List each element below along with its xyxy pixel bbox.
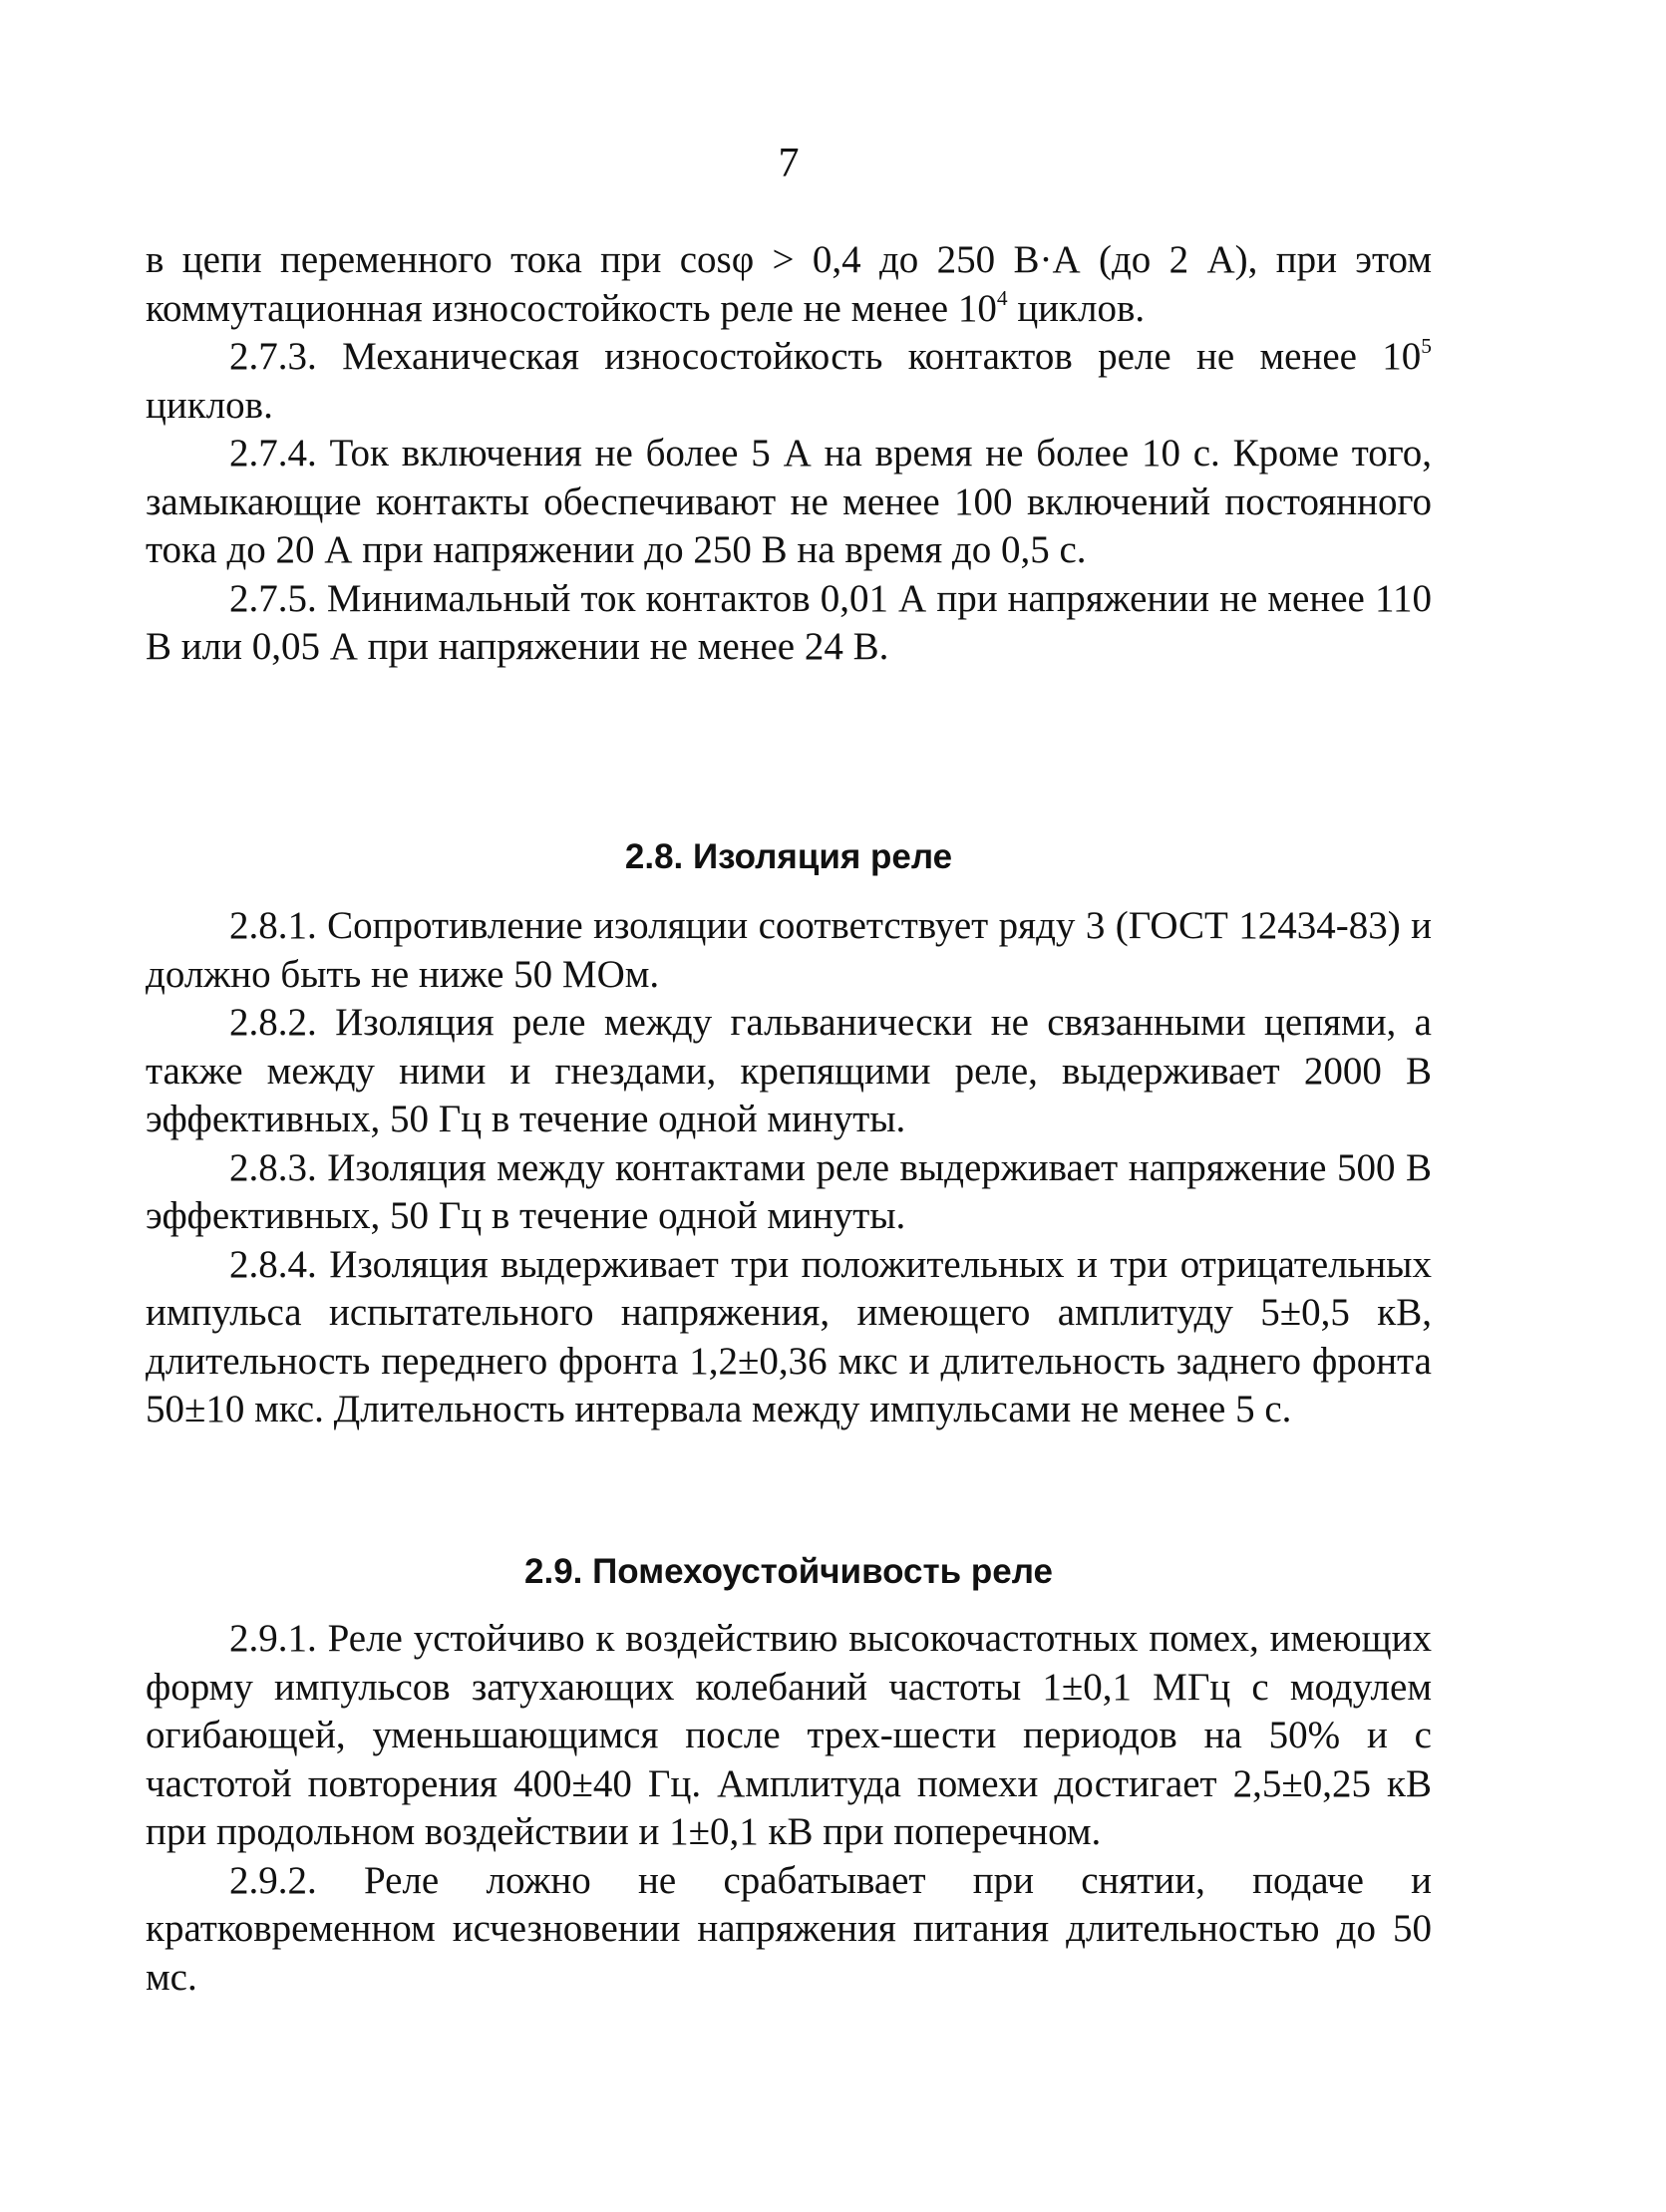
section-2-9-body [146,1615,1432,2002]
section-heading-2-9: 2.9. Помехоустойчивость реле [524,1552,1053,1591]
paragraph-continuation [146,236,1432,333]
page-number: 7 [778,141,800,186]
paragraph-2-7-3-text: 2.7.3. Механическая износостойкость контактов реле не менее 10 [229,335,1422,378]
section-2-8-body [146,902,1432,1434]
paragraph-2-8-2: 2.8.2. Изоляция реле между гальванически не связанными цепями, а также между ними и гнездами, крепящими реле, выдерживает 2000 В эффективных, 50 Гц в течение одной минуты. [146,1001,1432,1140]
paragraph-continuation-tail: циклов. [1007,286,1146,330]
paragraph-2-7-3-tail: циклов. [146,383,273,427]
section-heading-2-8: 2.8. Изоляция реле [624,837,953,876]
paragraph-continuation-text: в цепи переменного тока при cosφ > 0,4 до 250 В·А (до 2 А), при этом коммутационная износостойкость реле не менее 10 [146,238,1432,330]
paragraph-2-8-1: 2.8.1. Сопротивление изоляции соответствует ряду 3 (ГОСТ 12434-83) и должно быть не ниже 50 МОм. [146,904,1432,996]
paragraph-2-8-3: 2.8.3. Изоляция между контактами реле выдерживает напряжение 500 В эффективных, 50 Гц в течение одной минуты. [146,1145,1432,1237]
superscript-exponent: 4 [996,285,1008,310]
paragraph-2-7-5: 2.7.5. Минимальный ток контактов 0,01 А при напряжении не менее 110 В или 0,05 А при напряжении не менее 24 В. [146,576,1432,668]
paragraph-2-7-3 [146,333,1432,430]
paragraph-2-9-2: 2.9.2. Реле ложно не срабатывает при снятии, подаче и кратковременном исчезновении напряжения питания длительностью до 50 мс. [146,1858,1432,1999]
superscript-exponent: 5 [1421,333,1432,358]
paragraph-2-9-1: 2.9.1. Реле устойчиво к воздействию высокочастотных помех, имеющих форму импульсов затухающих колебаний частоты 1±0,1 МГц с модулем огибающей, уменьшающимся после трех-шести периодов на 50% и с частотой повторения 400±40 Гц. Амплитуда помехи достигает 2,5±0,25 кВ при продольном воздействии и 1±0,1 кВ при поперечном. [146,1617,1432,1853]
paragraph-2-7-4: 2.7.4. Ток включения не более 5 А на время не более 10 с. Кроме того, замыкающие контакты обеспечивают не менее 100 включений постоянного тока до 20 А при напряжении до 250 В на время до 0,5 с. [146,432,1432,571]
section-2-7-continuation [146,236,1432,672]
paragraph-2-8-4: 2.8.4. Изоляция выдерживает три положительных и три отрицательных импульса испытательного напряжения, имеющего амплитуду 5±0,5 кВ, длительность переднего фронта 1,2±0,36 мкс и длительность заднего фронта 50±10 мкс. Длительность интервала между импульсами не менее 5 с. [146,1242,1432,1430]
